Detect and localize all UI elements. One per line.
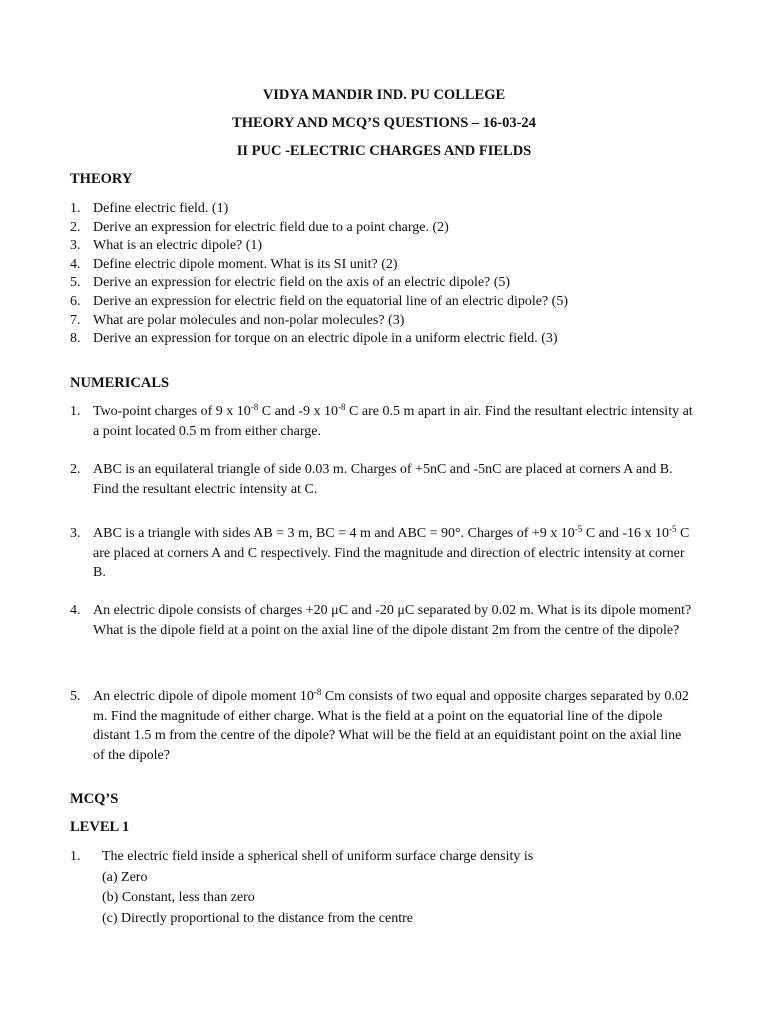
item-number: 8. xyxy=(70,331,81,347)
theory-item xyxy=(70,237,710,256)
exponent: -8 xyxy=(250,402,259,412)
theory-item xyxy=(70,293,710,312)
item-text: Derive an expression for electric field on the axis of an electric dipole? (5) xyxy=(93,275,511,291)
item-text: Derive an expression for electric field due to a point charge. (2) xyxy=(93,219,449,235)
option-c: (c) Directly proportional to the distance from the centre xyxy=(102,910,413,926)
exponent: -8 xyxy=(313,687,322,697)
exponent: -5 xyxy=(669,524,677,534)
document-subtitle: THEORY AND MCQ’S QUESTIONS – 16-03-24 xyxy=(232,115,536,131)
item-number: 3. xyxy=(70,238,81,254)
item-text: Derive an expression for torque on an electric dipole in a uniform electric field. (3) xyxy=(93,331,558,347)
item-number: 3. xyxy=(70,526,81,541)
item-number: 5. xyxy=(70,689,81,704)
mcq-item xyxy=(70,847,700,929)
chapter-title: II PUC -ELECTRIC CHARGES AND FIELDS xyxy=(236,143,532,159)
theory-list xyxy=(70,200,710,349)
item-number: 1. xyxy=(70,849,81,864)
numericals-heading: NUMERICALS xyxy=(70,375,170,391)
item-text: An electric dipole consists of charges +20 μC and -20 μC separated by 0.02 m. What is its dipole moment? What is the dipole field at a point on the axial line of the dipole distant 2m from the centre of the dipole? xyxy=(93,603,692,638)
numerical-list xyxy=(70,601,695,640)
numerical-item xyxy=(70,601,695,640)
mcq-list xyxy=(70,847,700,929)
item-number: 7. xyxy=(70,312,81,328)
question-text: The electric field inside a spherical shell of uniform surface charge density is xyxy=(102,849,534,864)
item-number: 4. xyxy=(70,603,81,618)
numerical-list xyxy=(70,460,695,499)
item-text: ABC is an equilateral triangle of side 0.03 m. Charges of +5nC and -5nC are placed at corners A and B. Find the resultant electric intensity at C. xyxy=(93,462,673,497)
numerical-list xyxy=(70,524,695,583)
item-text: Two-point charges of 9 x $10^{-8}$ C and -9 x $10^{-8}$ C are 0.5 m apart in air. Find the resultant electric intensity at a point located 0.5 m from either charge. xyxy=(93,402,693,439)
option-a: (a) Zero xyxy=(102,869,148,885)
numerical-list xyxy=(70,687,695,765)
item-text: What is an electric dipole? (1) xyxy=(93,238,263,254)
theory-item xyxy=(70,256,710,275)
numerical-item xyxy=(70,460,695,499)
item-number: 2. xyxy=(70,219,81,235)
college-name: VIDYA MANDIR IND. PU COLLEGE xyxy=(262,87,506,103)
numerical-list xyxy=(70,402,695,441)
item-number: 6. xyxy=(70,293,81,309)
theory-item xyxy=(70,274,710,293)
numerical-item xyxy=(70,687,695,765)
numerical-item xyxy=(70,524,695,583)
item-text: ABC is a triangle with sides AB = 3 m, BC = 4 m and ABC = 90°. Charges of +9 x $10^{-5}$ C and -16 x $10^{-5}$ C are placed at corners A and C respectively. Find the magnitude and direction of electric intensity at corner B. xyxy=(93,524,690,580)
option-b: (b) Constant, less than zero xyxy=(102,890,255,905)
level-heading: LEVEL 1 xyxy=(70,819,130,835)
item-number: 4. xyxy=(70,256,81,272)
item-text: Define electric field. (1) xyxy=(93,201,229,216)
theory-heading: THEORY xyxy=(70,171,133,187)
theory-item xyxy=(70,312,710,331)
item-number: 1. xyxy=(70,404,81,419)
mcq-heading: MCQ’S xyxy=(70,791,119,807)
item-text: What are polar molecules and non-polar molecules? (3) xyxy=(93,312,405,328)
theory-item xyxy=(70,200,710,219)
item-text: Define electric dipole moment. What is its SI unit? (2) xyxy=(93,256,398,272)
option-list xyxy=(102,868,700,930)
exponent: -5 xyxy=(574,524,583,534)
theory-item xyxy=(70,219,710,238)
item-text: An electric dipole of dipole moment $10^{-8}$ Cm consists of two equal and opposite charges separated by 0.02 m. Find the magnitude of either charge. What is the field at a point on the equatorial line of the dipole distant 1.5 m from the centre of the dipole? What will be the field at an equidistant point on the axial line of the dipole? xyxy=(93,687,689,763)
theory-item xyxy=(70,330,710,349)
item-text: Derive an expression for electric field on the equatorial line of an electric dipole? (5) xyxy=(93,293,569,309)
numerical-item xyxy=(70,402,695,441)
item-number: 2. xyxy=(70,462,81,477)
item-number: 1. xyxy=(70,201,81,216)
item-number: 5. xyxy=(70,275,81,291)
exponent: -8 xyxy=(338,402,346,412)
